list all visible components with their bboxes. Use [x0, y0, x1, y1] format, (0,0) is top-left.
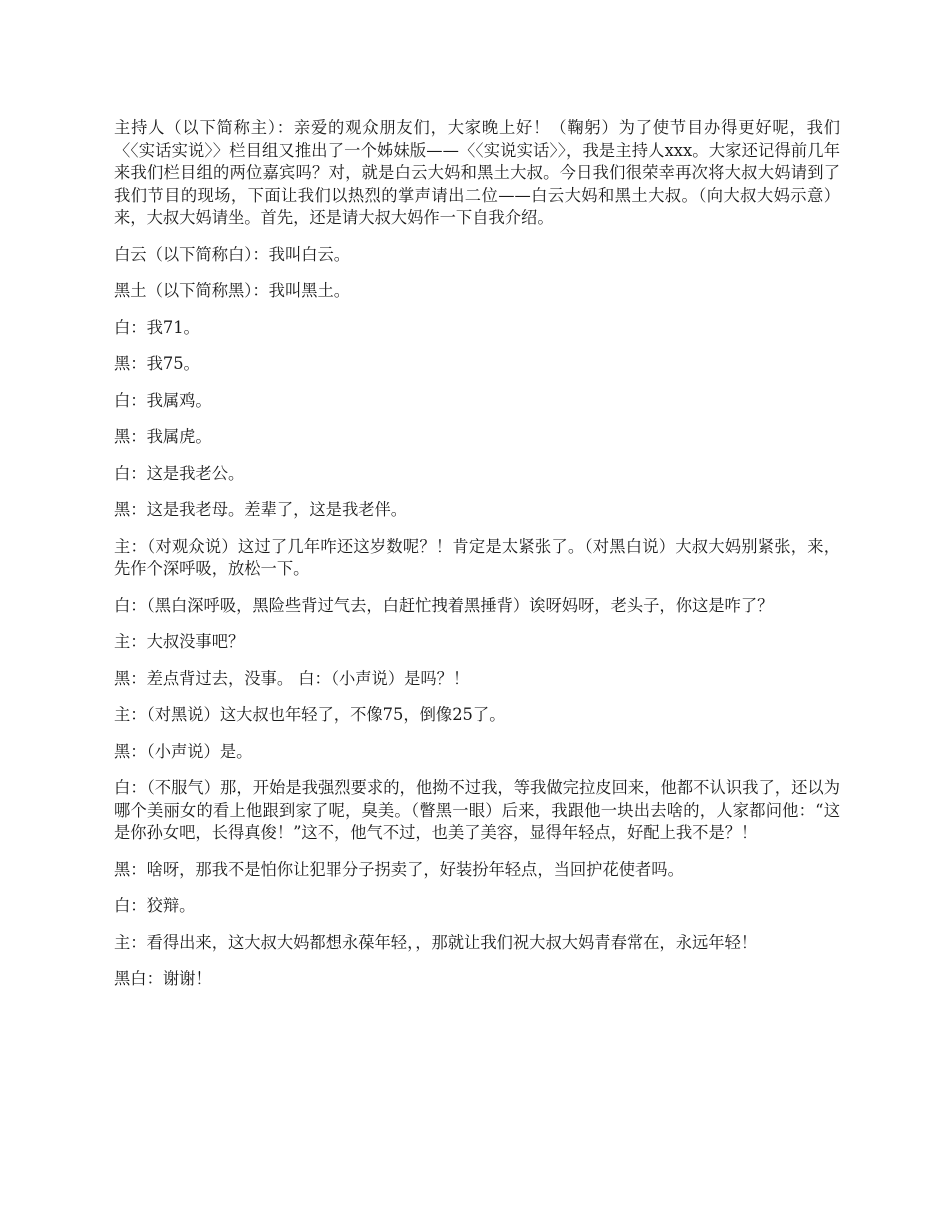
- paragraph-line: 黑白：谢谢！: [114, 969, 212, 988]
- paragraph-line: 黑：（小声说）是。: [114, 741, 253, 761]
- paragraph-line: 黑土（以下简称黑）：我叫黑土。: [114, 281, 351, 300]
- paragraph-line: 白：我71。: [114, 317, 200, 337]
- paragraph-line: 黑：我属虎。: [114, 427, 212, 446]
- paragraph-line: 白：狡辩。: [114, 896, 196, 915]
- document-body: [114, 117, 840, 1005]
- paragraph-line: 主：看得出来，这大叔大妈都想永葆年轻，，那就让我们祝大叔大妈青春常在，永远年轻！: [114, 932, 758, 952]
- paragraph-host-intro: 主持人（以下简称主）：亲爱的观众朋友们，大家晚上好！（鞠躬）为了使节目办得更好呢，我们〈〈实话实说〉〉栏目组又推出了一个姊妹版——〈〈实说实话〉〉，我是主持人xxx。大家还记得前几年来我们栏目组的两位嘉宾吗？对，就是白云大妈和黑土大叔。今日我们很荣幸再次将大叔大妈请到了我们节目的现场，下面让我们以热烈的掌声请出二位——白云大妈和黑土大叔。（向大叔大妈示意）来，大叔大妈请坐。首先，还是请大叔大妈作一下自我介绍。: [114, 118, 840, 227]
- paragraph-line: 黑：我75。: [114, 354, 200, 373]
- paragraph-line: 白：（不服气）那，开始是我强烈要求的，他拗不过我，等我做完拉皮回来，他都不认识我了，还以为哪个美丽女的看上他跟到家了呢，臭美。（瞥黑一眼）后来，我跟他一块出去啥的，人家都问他：“这是你孙女吧，长得真俊！”这不，他气不过，也美了美容，显得年轻点，好配上我不是？！: [114, 778, 840, 842]
- paragraph-line: 主：（对观众说）这过了几年咋还这岁数呢？！肯定是太紧张了。（对黑白说）大叔大妈别紧张，来，先作个深呼吸，放松一下。: [114, 536, 840, 578]
- paragraph-line: 黑：差点背过去，没事。 白：（小声说）是吗？！: [114, 668, 470, 688]
- paragraph-line: 主：（对黑说）这大叔也年轻了，不像75，倒像25了。: [114, 705, 506, 724]
- paragraph-line: 白：（黑白深呼吸，黑险些背过气去，白赶忙拽着黑捶背）诶呀妈呀，老头子，你这是咋了？: [114, 595, 774, 615]
- paragraph-line: 白云（以下简称白）：我叫白云。: [114, 244, 351, 264]
- paragraph-line: 白：我属鸡。: [114, 390, 212, 410]
- paragraph-line: 黑：这是我老母。差辈了，这是我老伴。: [114, 500, 408, 519]
- paragraph-line: 黑：啥呀，那我不是怕你让犯罪分子拐卖了，好装扮年轻点，当回护花使者吗。: [114, 859, 684, 879]
- paragraph-line: 白：这是我老公。: [114, 463, 245, 483]
- paragraph-line: 主：大叔没事吧？: [114, 632, 245, 651]
